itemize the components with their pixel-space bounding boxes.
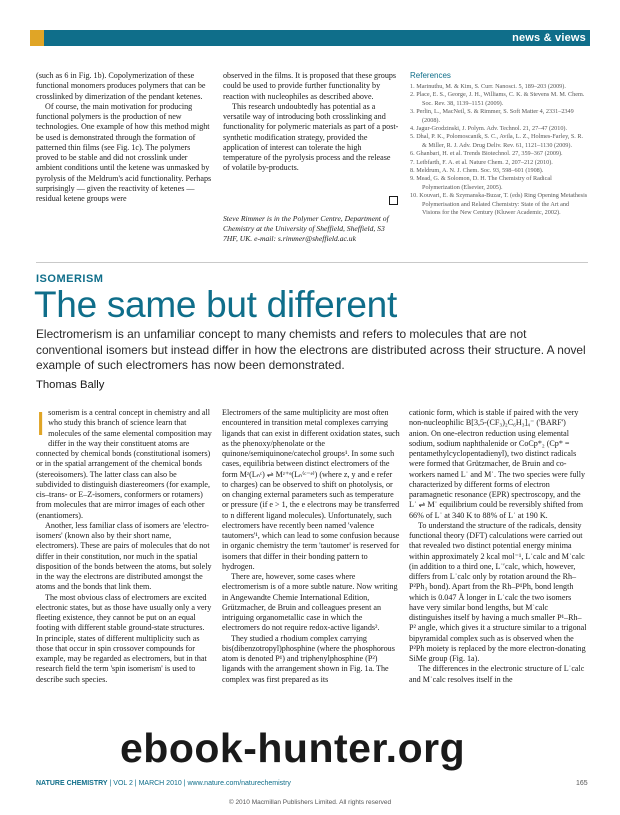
reference-item: 1. Marinuthu, M. & Kim, S. Curr. Nanosci. 5, 189–203 (2009). <box>410 83 566 90</box>
drop-cap: I <box>36 405 46 442</box>
reference-item: 4. Jagur-Grodzinski, J. Polym. Adv. Technol. 21, 27–47 (2010). <box>410 125 568 133</box>
header-bar <box>44 30 590 46</box>
footer-journal-info <box>36 780 291 787</box>
paragraph: There are, however, some cases where electromerism is of a more subtle nature. Now writing in Angewandte Chemie International Edition, Grützmacher, de Bruin and colleagues present an intriguing organometallic case in which the electromers do not require redox-active ligands². <box>222 572 398 633</box>
page-number: 165 <box>576 780 588 787</box>
paragraph: To understand the structure of the radicals, density functional theory (DFT) calculations were carried out that revealed two distinct potential energy minima within approximately 2 kcal mol⁻¹, L˙calc and M˙calc (in addition to a third one, L˙′calc, which, however, differs from L˙calc only by rotation around the Rh–P²Ph₃ bond). Apart from the Rh–P¹Ph, bond length which is 0.047 Å longer in L˙calc the two isomers have very similar bond lengths, but M˙calc distinguishes itself by having a much smaller P¹–Rh–P² angle, which gives it a structure similar to a trigonal bipyramidal complex such as is observed when the P²Ph moiety is replaced by the more electron-donating SiMe group (Fig. 1a). <box>409 520 587 663</box>
footer-copyright: © 2010 Macmillan Publishers Limited. All rights reserved <box>228 799 392 806</box>
paragraph: Another, less familiar class of isomers are 'electro-isomers' (known also by their short name, electromers). These are pairs of molecules that do not differ in their constitution, nor much in the spatial disposition of the bonds between the atoms, but solely in the way the electrons are distributed amongst the atoms and the bonds that link them. <box>36 520 212 592</box>
paragraph: This research undoubtedly has potential as a versatile way of introducing both crosslinking and functionality for polymeric materials as part of a post-synthetic modification strategy, provided the application of interest can tolerate the high temperature of the pyrolysis process and the release of volatile by-products. <box>223 101 399 173</box>
end-of-article-mark <box>389 196 398 205</box>
article-standfirst: Electromerism is an unfamiliar concept to many chemists and refers to molecules that are not conventional isomers but instead differ in how the electrons are distributed across their structure. A novel example of such electromers has now been demonstrated. <box>36 327 586 373</box>
article-column-2 <box>222 408 400 685</box>
paragraph: They studied a rhodium complex carrying bis(dibenzotropyl)phosphine (where the phosphorous atom is denoted P¹) and triphenylphosphine (P²) ligands with the arrangement shown in Fig. 1a. The complex was first prepared as its <box>222 633 395 684</box>
section-divider <box>36 262 588 263</box>
paragraph: Of course, the main motivation for producing functional polymers is the production of new technologies. One example of how this method might be used is demonstrated through the formation of patterned thin films (see Fig. 1c). The polymers proved to be stable and did not crosslink under ambient conditions until the ketene was unmasked by pyrolysis of the Meldrum's acid functionality. Perhaps surprisingly — given the reactivity of ketenes — residual ketene groups were <box>36 101 212 203</box>
reference-item: 7. Leibfarth, F. A. et al. Nature Chem. 2, 207–212 (2010). <box>410 158 553 166</box>
paragraph: The most obvious class of electromers are excited electronic states, but as those have usually only a very fleeting existence, they cannot be put on an equal footing with different stable ground-state structures. In principle, states of different multiplicity such as those that occur in spin crossover compounds for example, may be regarded as electromers, but in that research field the term 'spin isomerism' is used to describe such species. <box>36 592 212 684</box>
paragraph: (such as 6 in Fig. 1b). Copolymerization of these functional monomers produces polymers that can be crosslinked by dimerization of the pendant ketenes. <box>36 71 206 101</box>
previous-article-column-2 <box>223 71 399 174</box>
article-headline: The same but different <box>34 284 397 325</box>
reference-item: 3. Perlin, L., MacNeil, S. & Rimmer, S. Soft Matter 4, 2331–2349 (2008). <box>410 108 574 124</box>
reference-item: 2. Place, E. S., George, J. H., Williams, C. K. & Stevens M. M. Chem. Soc. Rev. 38, 1139–1151 (2009). <box>410 91 585 107</box>
paragraph <box>36 405 213 521</box>
references-title: References <box>410 71 451 80</box>
reference-item: 10. Kouvari, E. & Szymanska-Buzar, T. (eds) Ring Opening Metathesis Polymerisation and Related Chemistry: State of the Art and Visions for the New Century (Kluwer Academic, 2002). <box>410 192 588 217</box>
reference-item: 9. Mead, G. & Solomon, D. H. The Chemistry of Radical Polymerization (Elsevier, 2005). <box>410 175 552 191</box>
article-author: Thomas Bally <box>36 379 105 391</box>
footer-volume: | VOL 2 | MARCH 2010 | www.nature.com/naturechemistry <box>107 780 291 787</box>
header-accent-block <box>30 30 44 46</box>
paragraph: The differences in the electronic structure of L˙calc and M˙calc resolves itself in the <box>409 664 585 684</box>
article-section-label: ISOMERISM <box>36 273 104 285</box>
previous-author-note: Steve Rimmer is in the Polymer Centre, Department of Chemistry at the University of Sheffield, Sheffield, S3 7HF, UK. e-mail: s.rimmer@sheffield.ac.uk <box>223 214 389 243</box>
reference-item: 6. Ghanbari, H. et al. Trends Biotechnol. 27, 359–367 (2009). <box>410 150 563 158</box>
paragraph: Electromers of the same multiplicity are most often encountered in transition metal complexes carrying ligands that can exist in different oxidation states, such as the phenoxy/phenolate or the quinone/semiquinone/catechol groups¹. In some such cases, equilibria between distinct electromers of the form Mᶻ(Lₙᶜ) ⇌ Mᶻ⁺ᵉ(Lₙ⁽ᶜ⁻ᵉ⁾) (where z, y and e refer to charges) can be observed to shift on photolysis, or on changing external parameters such as temperature or pressure (if e > 1, the e electrons may be transferred to n different ligand molecules). Unfortunately, such electromers have recently been named 'valence tautomers'¹, which can lead to some confusion because in organic chemistry the term 'tautomer' is reserved for isomers that differ in their bonding pattern to hydrogen. <box>222 408 400 571</box>
watermark-text: ebook-hunter.org <box>120 725 466 771</box>
paragraph: observed in the films. It is proposed that these groups could be used to provide further functionality by reaction with nucleophiles as described above. <box>223 71 397 101</box>
article-column-1 <box>36 405 213 685</box>
section-header-label: news & views <box>512 32 586 44</box>
reference-item: 5. Dhal, P. K., Polomoscanik, S. C., Avila, L. Z., Holmes-Farley, S. R. & Miller, R. J. Adv. Drug Deliv. Rev. 61, 1121–1130 (2009). <box>410 133 584 149</box>
reference-item: 8. Meldrum, A. N. J. Chem. Soc. 93, 598–601 (1908). <box>410 167 544 175</box>
paragraph: cationic form, which is stable if paired with the very non-nucleophilic B[3,5-(CF₃)₂C₆H₃]₄⁻ ('BARF') anion. On one-electron reduction using elemental sodium, sodium naphthalenide or CoCp*₂ (Cp* = pentamethylcyclopentadienyl), two distinct radicals were formed that Grützmacher, de Bruin and co-workers named L˙ and M˙. The two species were fully characterized by different forms of electron paramagnetic resonance (EPR) spectroscopy, and the L˙ ⇌ M˙ equilibrium could be reversibly shifted from 66% of L˙ at 340 K to 88% of L˙ at 190 K. <box>409 408 586 520</box>
article-column-3 <box>409 408 587 685</box>
references-list <box>410 71 588 218</box>
footer-journal-name: NATURE CHEMISTRY <box>36 780 108 787</box>
previous-article-column-1 <box>36 71 212 204</box>
paragraph-text: somerism is a central concept in chemistry and all who study this branch of science learn that molecules of the same elemental composition may differ in the way their constituent atoms are connected by chemical bonds (constitutional isomers) or in the spatial arrangement of the chemical bonds (stereoisomers). The latter class can also be subdivided to distinguish diastereomers (for example, cis–trans- or E–Z-isomers, conformers or rotamers) from molecules that are mirror images of each other (enantiomers). <box>36 408 212 520</box>
